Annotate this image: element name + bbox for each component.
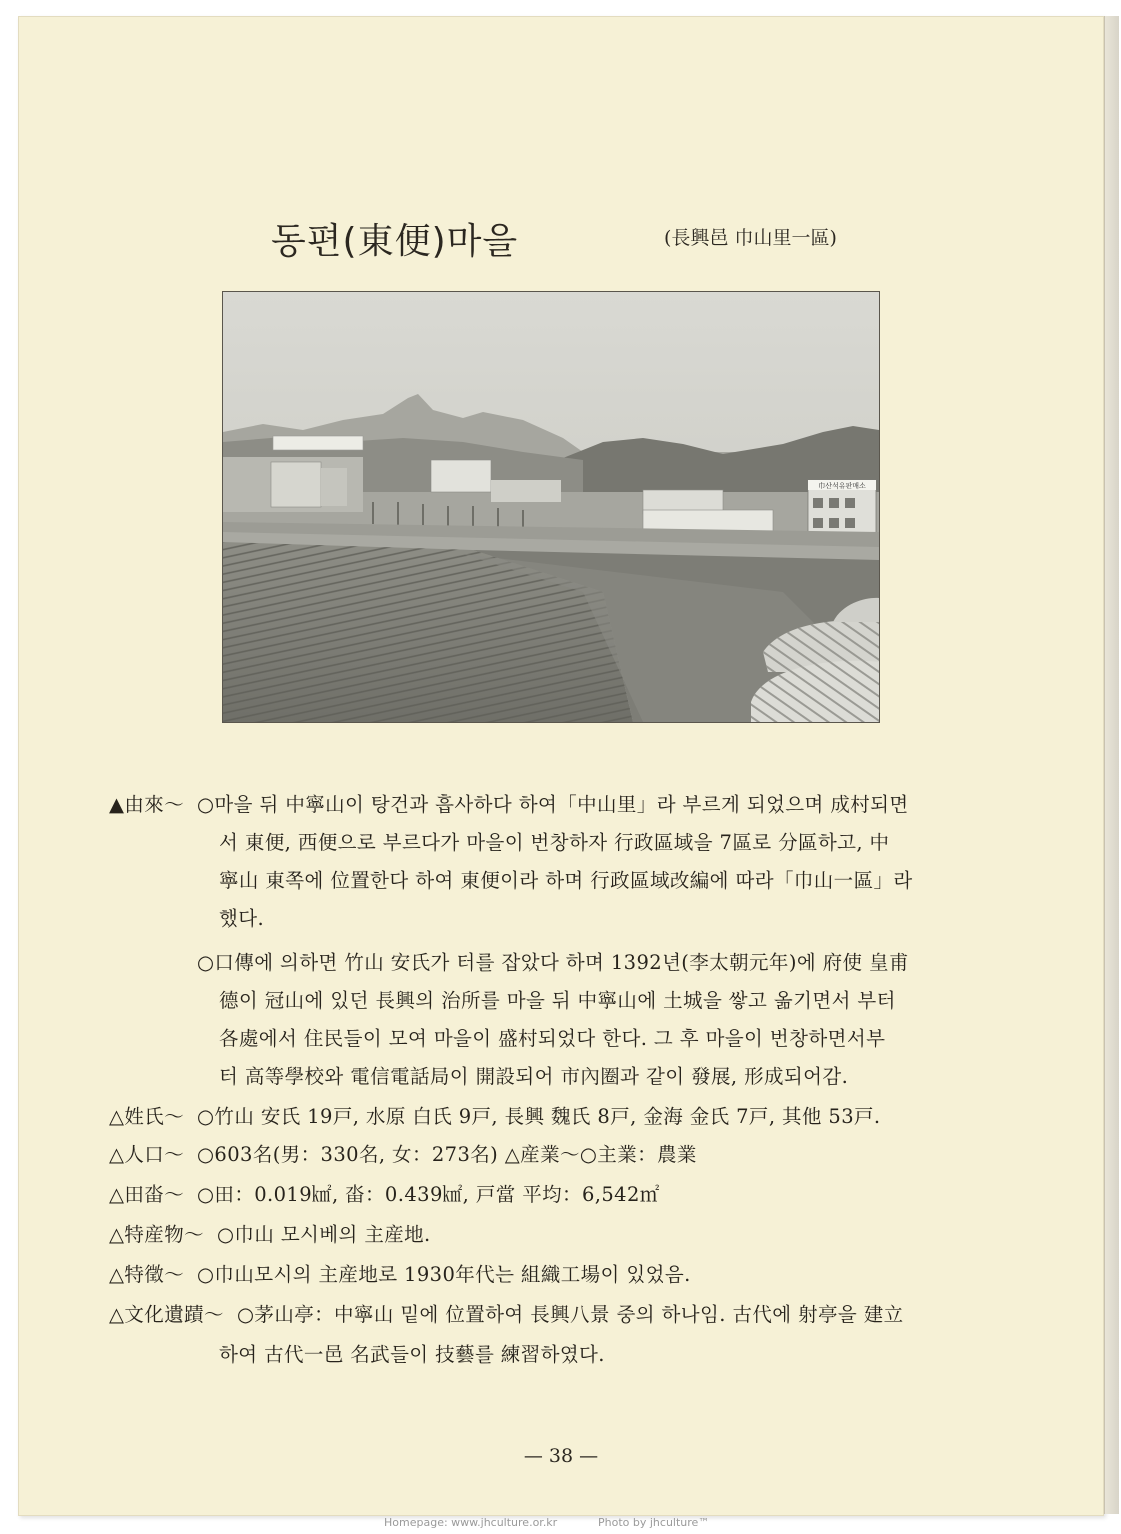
heritage-line: 하여 古代一邑 名武들이 技藝를 練習하였다. — [219, 1343, 605, 1366]
surnames-text: ○竹山 安氏 19戸, 水原 白氏 9戸, 長興 魏氏 8戸, 金海 金氏 7戸, 其他 53戸. — [197, 1105, 881, 1128]
origin-line: 터 高等學校와 電信電話局이 開設되어 市內圈과 같이 發展, 形成되어감. — [219, 1065, 849, 1088]
footer-photo-credit: Photo by jhculture™ — [598, 1516, 710, 1529]
page-title: 동편(東便)마을 — [271, 221, 519, 262]
section-heading-heritage: △文化遺蹟～ — [109, 1303, 224, 1326]
origin-line: 했다. — [219, 907, 265, 930]
page-subtitle: (長興邑 巾山里一區) — [664, 227, 837, 249]
origin-line: ○마을 뒤 中寧山이 탕건과 흡사하다 하여「中山里」라 부르게 되었으며 成村되면 — [197, 793, 909, 816]
farmland-text: ○田：0.019㎢, 畓：0.439㎢, 戸當 平均：6,542㎡ — [197, 1183, 660, 1206]
section-heading-feature: △特徵～ — [109, 1263, 185, 1286]
section-heading-origin: ▲由來～ — [109, 793, 185, 816]
origin-line: 寧山 東쪽에 位置한다 하여 東便이라 하며 行政區域改編에 따라「巾山一區」라 — [219, 869, 913, 892]
shop-sign: 巾산석유판매소 — [818, 482, 866, 490]
feature-text: ○巾山모시의 主産地로 1930年代는 組織工場이 있었음. — [197, 1263, 691, 1286]
heritage-line: ○茅山亭：中寧山 밑에 位置하여 長興八景 중의 하나임. 古代에 射亭을 建立 — [237, 1303, 904, 1326]
footer-homepage[interactable]: Homepage: www.jhculture.or.kr — [384, 1516, 558, 1529]
book-edge — [1104, 16, 1119, 1514]
section-heading-farmland: △田畓～ — [109, 1183, 185, 1206]
origin-line: ○口傳에 의하면 竹山 安氏가 터를 잡았다 하며 1392년(李太朝元年)에 府使 皇甫 — [197, 951, 909, 974]
document-page — [18, 16, 1104, 1516]
population-text: ○603名(男：330名, 女：273名) △産業～○主業：農業 — [197, 1143, 697, 1166]
origin-line: 德이 冠山에 있던 長興의 治所를 마을 뒤 中寧山에 土城을 쌓고 옮기면서 부터 — [219, 989, 896, 1012]
specialty-text: ○巾山 모시베의 主産地. — [217, 1223, 431, 1246]
page-number: — 38 — — [523, 1445, 599, 1467]
section-heading-specialty: △特産物～ — [109, 1223, 204, 1246]
origin-line: 各處에서 住民들이 모여 마을이 盛村되었다 한다. 그 후 마을이 번창하면서부 — [219, 1027, 886, 1050]
village-photo — [222, 291, 880, 723]
section-heading-surnames: △姓氏～ — [109, 1105, 185, 1128]
origin-line: 서 東便, 西便으로 부르다가 마을이 번창하자 行政區域을 7區로 分區하고, 中 — [219, 831, 890, 854]
section-heading-population: △人口～ — [109, 1143, 185, 1166]
